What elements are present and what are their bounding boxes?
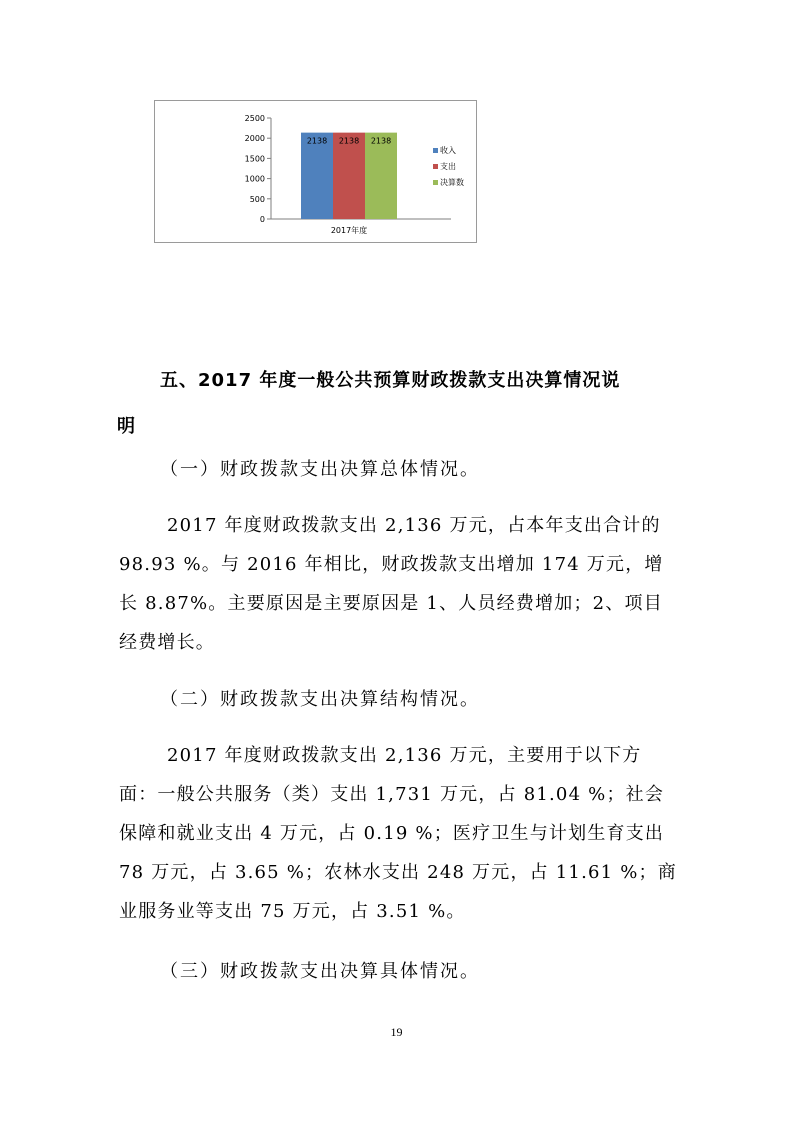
x-category-label: 2017年度 bbox=[330, 226, 368, 235]
legend-label: 支出 bbox=[440, 162, 456, 171]
legend-swatch bbox=[433, 180, 438, 185]
page-number: 19 bbox=[390, 1025, 403, 1039]
section2-title: （二）财政拨款支出决算结构情况。 bbox=[160, 689, 480, 710]
section1-paragraph bbox=[119, 506, 679, 662]
legend-label: 决算数 bbox=[440, 178, 464, 187]
legend-label: 收入 bbox=[440, 146, 456, 155]
bar-data-label: 2138 bbox=[306, 136, 328, 146]
y-tick-label: 2000 bbox=[244, 134, 265, 144]
bar-data-label: 2138 bbox=[338, 136, 360, 146]
heading-line-2: 明 bbox=[117, 416, 136, 437]
section1-paragraph-text: 2017 年度财政拨款支出 2,136 万元，占本年支出合计的 98.93 %。与 2016 年相比，财政拨款支出增加 174 万元，增长 8.87%。主要原因是主要原因是 1、人员经费增加；2、项目经费增长。 bbox=[119, 515, 664, 653]
section2-paragraph bbox=[119, 736, 679, 931]
legend-swatch bbox=[433, 148, 438, 153]
section1-title: （一）财政拨款支出决算总体情况。 bbox=[160, 459, 480, 480]
heading-line-1: 五、2017 年度一般公共预算财政拨款支出决算情况说 bbox=[160, 370, 621, 391]
section-heading bbox=[117, 358, 680, 450]
y-tick-label: 1000 bbox=[244, 174, 265, 184]
y-tick-label: 1500 bbox=[244, 154, 265, 164]
chart-svg bbox=[155, 101, 478, 244]
section2-paragraph-text: 2017 年度财政拨款支出 2,136 万元，主要用于以下方面：一般公共服务（类）支出 1,731 万元，占 81.04 %；社会保障和就业支出 4 万元，占 0.19 %；医疗卫生与计划生育支出 78 万元，占 3.65 %；农林水支出 248 万元，占 11.61 %；商业服务业等支出 75 万元，占 3.51 %。 bbox=[119, 745, 677, 922]
budget-bar-chart bbox=[154, 100, 477, 243]
y-tick-label: 2500 bbox=[244, 114, 265, 123]
y-tick-label: 500 bbox=[249, 194, 265, 204]
bar-data-label: 2138 bbox=[370, 136, 392, 146]
y-tick-label: 0 bbox=[259, 215, 265, 224]
legend-swatch bbox=[433, 164, 438, 169]
section3-title: （三）财政拨款支出决算具体情况。 bbox=[160, 961, 480, 982]
